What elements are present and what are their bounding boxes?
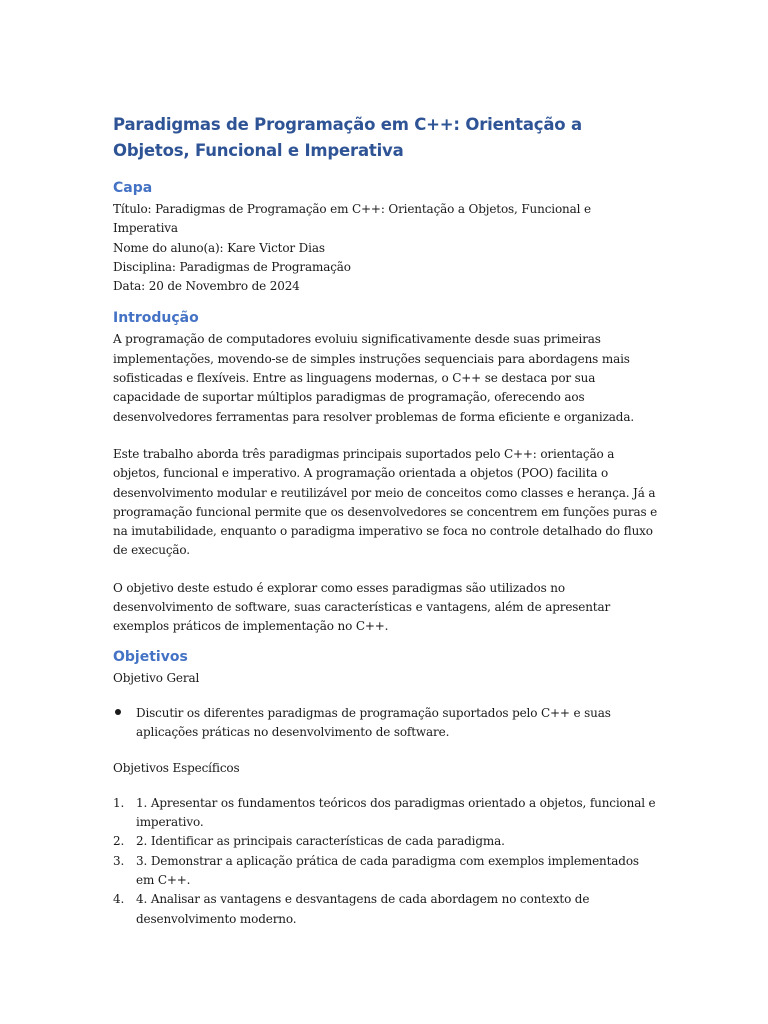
list-item-text: 2. Identificar as principais características de cada paradigma. [136,834,505,849]
list-item-text: 1. Apresentar os fundamentos teóricos dos paradigmas orientado a objetos, funcional e imperativo. [136,795,656,830]
list-item [113,890,658,929]
objetivo-geral-list [113,704,658,743]
list-item-text: Discutir os diferentes paradigmas de programação suportados pelo C++ e suas aplicações práticas no desenvolvimento de software. [136,705,611,740]
list-item [113,704,658,743]
objetivos-especificos-label: Objetivos Específicos [113,760,240,775]
introducao-paragraph: A programação de computadores evoluiu significativamente desde suas primeiras implementações, movendo-se de simples instruções sequenciais para abordagens mais sofisticadas e flexíveis. Entre as linguagens modernas, o C++ se destaca por sua capacidade de suportar múltiplos paradigmas de programação, oferecendo aos desenvolvedores ferramentas para resolver problemas de forma eficiente e organizada. [113,332,635,424]
capa-discipline-line: Disciplina: Paradigmas de Programação [113,259,351,274]
list-item-text: 4. Analisar as vantagens e desvantagens de cada abordagem no contexto de desenvolvimento moderno. [136,892,590,926]
objetivo-geral-label: Objetivo Geral [113,670,200,685]
document-page [113,112,658,945]
capa-section [113,178,658,296]
objetivos-heading: Objetivos [113,648,188,665]
capa-heading: Capa [113,180,153,196]
list-number: 1. [113,795,125,810]
introducao-paragraph: Este trabalho aborda três paradigmas principais suportados pelo C++: orientação a objetos, funcional e imperativo. A programação orientada a objetos (POO) facilita o desenvolvimento modular e reutilizável por meio de conceitos como classes e herança. Já a programação funcional permite que os desenvolvedores se concentrem em funções puras e na imutabilidade, enquanto o paradigma imperativo se foca no controle detalhado do fluxo de execução. [113,446,658,558]
introducao-paragraph: O objetivo deste estudo é explorar como esses paradigmas são utilizados no desenvolvimento de software, suas características e vantagens, além de apresentar exemplos práticos de implementação no C++. [113,580,611,634]
list-item [113,832,658,851]
capa-student-line: Nome do aluno(a): Kare Victor Dias [113,240,325,255]
list-number: 3. [113,853,125,868]
list-item [113,852,658,891]
document-title: Paradigmas de Programação em C++: Orientação a Objetos, Funcional e Imperativa [113,115,582,160]
capa-title-line: Título: Paradigmas de Programação em C++: Orientação a Objetos, Funcional e Imperativa [113,202,591,236]
capa-date-line: Data: 20 de Novembro de 2024 [113,279,300,294]
list-number: 2. [113,834,125,849]
bullet-icon [115,709,121,715]
objetivos-especificos-list [113,794,658,929]
objetivos-section [113,647,658,929]
list-number: 4. [113,892,125,907]
list-item [113,794,658,833]
introducao-heading: Introdução [113,310,199,327]
list-item-text: 3. Demonstrar a aplicação prática de cada paradigma com exemplos implementados em C++. [136,853,639,888]
introducao-section [113,308,658,636]
